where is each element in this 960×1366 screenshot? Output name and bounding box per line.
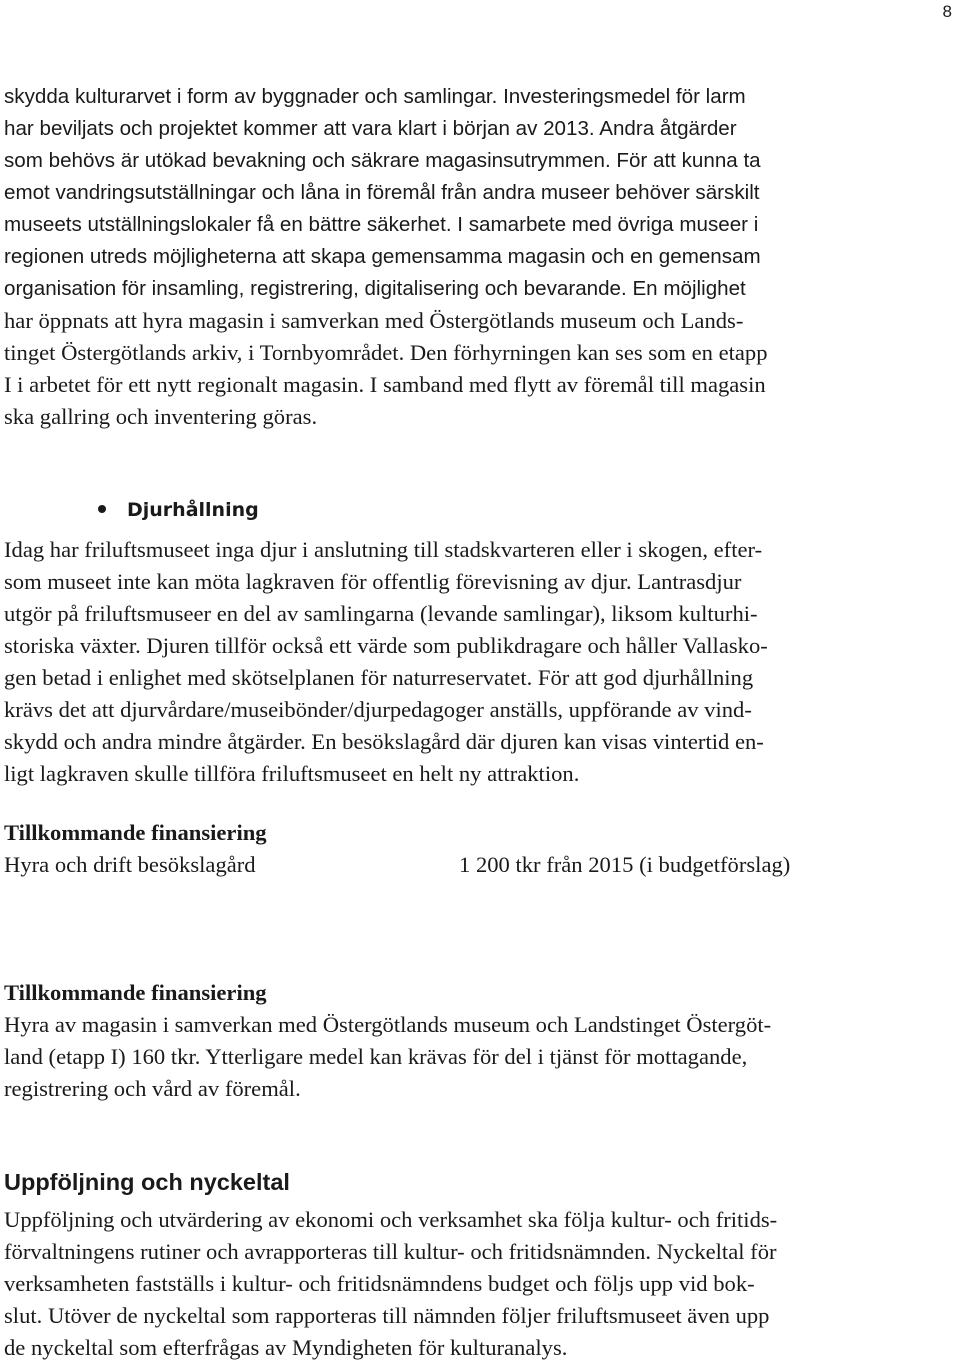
paragraph-line: som behövs är utökad bevakning och säkrare magasinsutrymmen. För att kunna ta (4, 149, 761, 172)
paragraph-line: regionen utreds möjligheterna att skapa gemensamma magasin och en gemensam (4, 245, 761, 268)
paragraph-line: ligt lagkraven skulle tillföra friluftsmuseet en helt ny attraktion. (4, 761, 580, 786)
paragraph-line: krävs det att djurvårdare/museibönder/djurpedagoger anställs, uppförande av vind- (4, 697, 752, 722)
paragraph-line: emot vandringsutställningar och låna in föremål från andra museer behöver särskilt (4, 181, 760, 204)
financing-heading: Tillkommande finansiering (4, 820, 267, 845)
paragraph-line: ska gallring och inventering göras. (4, 404, 318, 429)
bullet-icon (98, 505, 106, 513)
paragraph-line: I i arbetet för ett nytt regionalt magasin. I samband med flytt av föremål till magasin (4, 372, 766, 397)
paragraph-line: de nyckeltal som efterfrågas av Myndigheten för kulturanalys. (4, 1335, 568, 1360)
financing-amount: 1 200 tkr från 2015 (i budgetförslag) (459, 852, 791, 877)
paragraph-line: registrering och vård av föremål. (4, 1076, 301, 1101)
paragraph-line: skydd och andra mindre åtgärder. En besökslagård där djuren kan visas vintertid en- (4, 729, 764, 754)
paragraph-line: har beviljats och projektet kommer att vara klart i början av 2013. Andra åtgärder (4, 117, 737, 140)
section-heading: Djurhållning (127, 499, 259, 521)
section-heading: Uppföljning och nyckeltal (4, 1169, 290, 1195)
paragraph-line: Uppföljning och utvärdering av ekonomi och verksamhet ska följa kultur- och fritids- (4, 1207, 778, 1232)
paragraph-line: land (etapp I) 160 tkr. Ytterligare medel kan krävas för del i tjänst för mottagande, (4, 1044, 748, 1069)
paragraph-line: gen betad i enlighet med skötselplanen för naturreservatet. För att god djurhållning (4, 665, 754, 690)
paragraph-line: som museet inte kan möta lagkraven för offentlig förevisning av djur. Lantrasdjur (4, 569, 742, 594)
paragraph-line: museets utställningslokaler få en bättre säkerhet. I samarbete med övriga museer i (4, 213, 759, 236)
paragraph-line: förvaltningens rutiner och avrapporteras till kultur- och fritidsnämnden. Nyckeltal för (4, 1239, 777, 1264)
paragraph-line: har öppnats att hyra magasin i samverkan med Östergötlands museum och Lands- (4, 308, 744, 333)
paragraph-line: organisation för insamling, registrering, digitalisering och bevarande. En möjlighet (4, 277, 746, 300)
financing-item: Hyra och drift besökslagård (4, 852, 256, 877)
financing-heading: Tillkommande finansiering (4, 980, 267, 1005)
paragraph-line: slut. Utöver de nyckeltal som rapporteras till nämnden följer friluftsmuseet även upp (4, 1303, 770, 1328)
paragraph-line: verksamheten fastställs i kultur- och fritidsnämndens budget och följs upp vid bok- (4, 1271, 755, 1296)
page-number: 8 (942, 2, 952, 21)
paragraph-line: skydda kulturarvet i form av byggnader och samlingar. Investeringsmedel för larm (4, 85, 746, 108)
paragraph-line: storiska växter. Djuren tillför också ett värde som publikdragare och håller Vallasko- (4, 633, 768, 658)
paragraph-line: Hyra av magasin i samverkan med Östergötlands museum och Landstinget Östergöt- (4, 1012, 772, 1037)
paragraph-line: Idag har friluftsmuseet inga djur i anslutning till stadskvarteren eller i skogen, efter- (4, 537, 763, 562)
paragraph-line: utgör på friluftsmuseer en del av samlingarna (levande samlingar), liksom kulturhi- (4, 601, 758, 626)
paragraph-line: tinget Östergötlands arkiv, i Tornbyområdet. Den förhyrningen kan ses som en etapp (4, 340, 768, 365)
